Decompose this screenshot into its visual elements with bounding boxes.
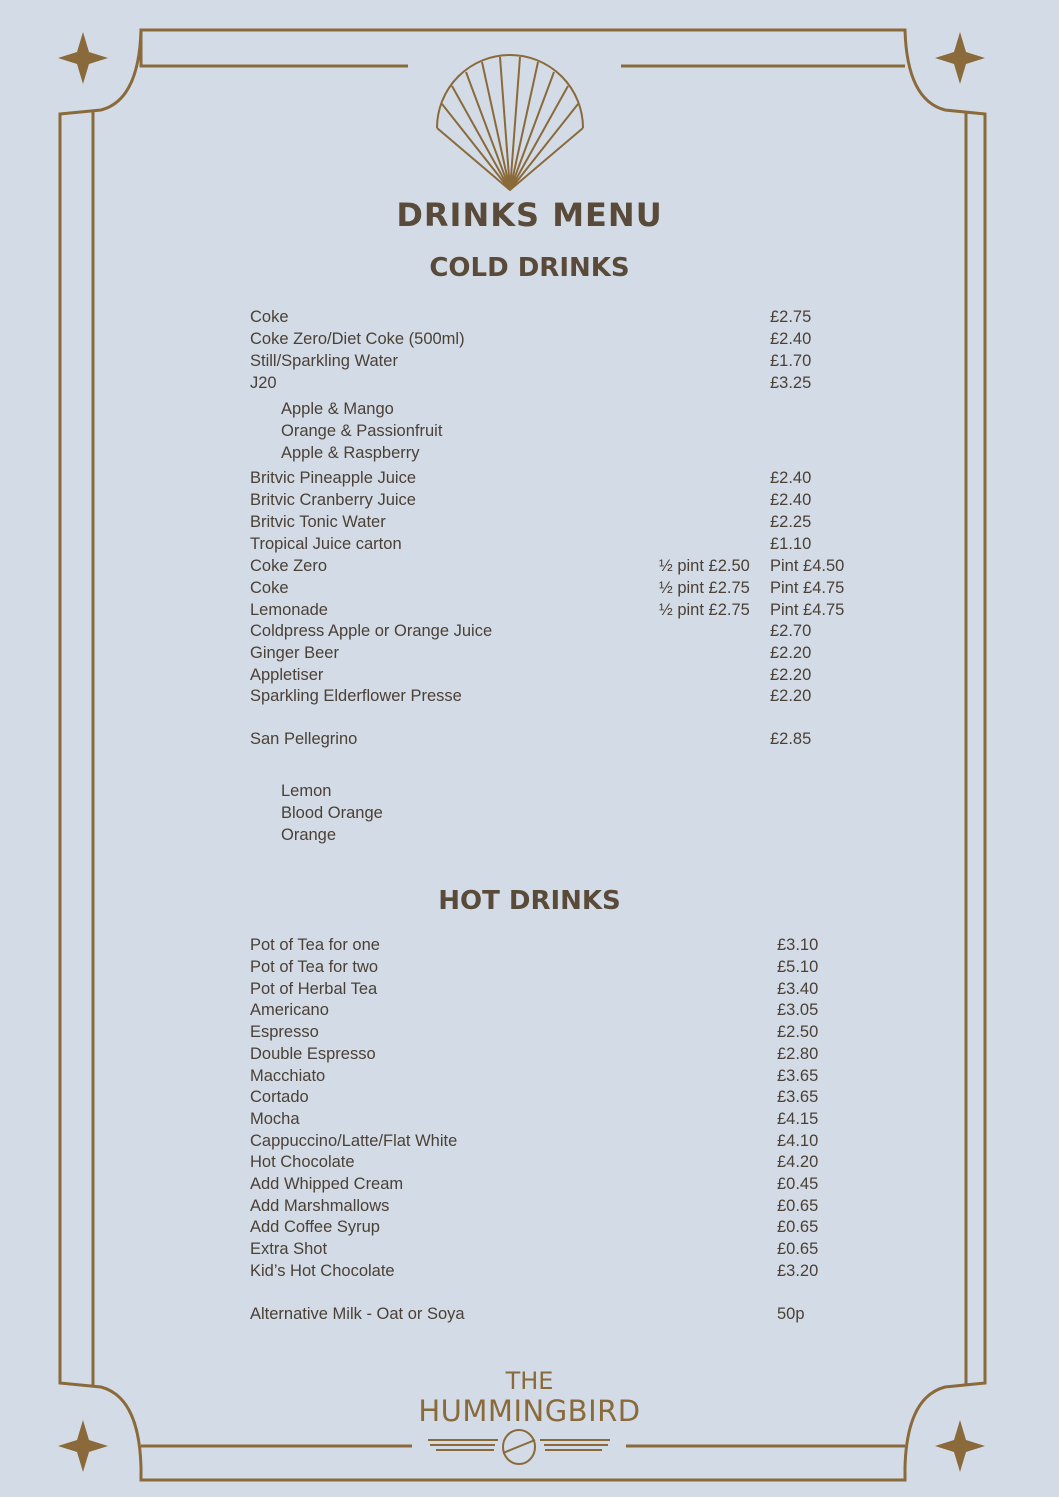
item-name: Pot of Tea for two <box>250 958 379 976</box>
menu-item <box>250 1173 870 1195</box>
item-price: £2.20 <box>770 644 812 662</box>
item-name: Hot Chocolate <box>250 1153 355 1171</box>
item-half-pint-price: ½ pint £2.75 <box>659 579 750 597</box>
item-name: Tropical Juice carton <box>250 535 402 553</box>
item-price: £3.20 <box>777 1262 819 1280</box>
item-name: J20 <box>250 374 277 392</box>
item-name: Kid’s Hot Chocolate <box>250 1262 395 1280</box>
menu-item <box>250 511 870 533</box>
item-name: Appletiser <box>250 666 324 684</box>
item-price: Pint £4.75 <box>770 601 845 619</box>
item-price: £5.10 <box>777 958 819 976</box>
item-name: Coke Zero/Diet Coke (500ml) <box>250 330 465 348</box>
menu-item <box>250 350 870 372</box>
item-variant: Orange <box>281 826 337 844</box>
item-name: Coke Zero <box>250 557 328 575</box>
menu-item <box>250 1151 870 1173</box>
item-name: San Pellegrino <box>250 730 358 748</box>
item-half-pint-price: ½ pint £2.50 <box>659 557 750 575</box>
item-price: £2.40 <box>770 330 812 348</box>
item-price: 50p <box>777 1305 805 1323</box>
item-name: Extra Shot <box>250 1240 328 1258</box>
item-variant: Lemon <box>281 782 332 800</box>
menu-sub-item <box>250 802 870 824</box>
menu-item <box>250 1086 870 1108</box>
cold-drinks-heading: COLD DRINKS <box>429 253 630 283</box>
menu-item <box>250 1238 870 1260</box>
item-price: £3.05 <box>777 1001 819 1019</box>
item-price: £2.40 <box>770 491 812 509</box>
menu-sub-item <box>250 780 870 802</box>
item-name: Espresso <box>250 1023 319 1041</box>
item-name: Britvic Pineapple Juice <box>250 469 416 487</box>
item-name: Lemonade <box>250 601 328 619</box>
menu-item <box>250 1043 870 1065</box>
item-name: Sparkling Elderflower Presse <box>250 687 462 705</box>
menu-item <box>250 372 870 394</box>
menu-item <box>250 999 870 1021</box>
item-name: Britvic Tonic Water <box>250 513 386 531</box>
menu-item <box>250 956 870 978</box>
item-name: Add Whipped Cream <box>250 1175 404 1193</box>
item-price: £0.65 <box>777 1218 819 1236</box>
item-price: £2.40 <box>770 469 812 487</box>
item-name: Mocha <box>250 1110 300 1128</box>
item-name: Americano <box>250 1001 329 1019</box>
item-name: Coke <box>250 308 289 326</box>
logo-text-hummingbird: HUMMINGBIRD <box>418 1394 641 1428</box>
item-price: £3.65 <box>777 1067 819 1085</box>
menu-item <box>250 728 870 750</box>
item-variant: Orange & Passionfruit <box>281 422 443 440</box>
item-name: Coke <box>250 579 289 597</box>
menu-item <box>250 555 870 577</box>
item-price: £2.85 <box>770 730 812 748</box>
menu-item <box>250 489 870 511</box>
menu-item <box>250 467 870 489</box>
item-name: Double Espresso <box>250 1045 376 1063</box>
item-price: £4.10 <box>777 1132 819 1150</box>
item-price: £0.65 <box>777 1197 819 1215</box>
menu-item <box>250 934 870 956</box>
item-variant: Apple & Mango <box>281 400 394 418</box>
menu-sub-item <box>250 442 870 464</box>
item-price: £3.40 <box>777 980 819 998</box>
item-price: £2.80 <box>777 1045 819 1063</box>
menu-item <box>250 1195 870 1217</box>
menu-item <box>250 664 870 686</box>
item-variant: Apple & Raspberry <box>281 444 420 462</box>
menu-sub-item <box>250 420 870 442</box>
item-name: Alternative Milk - Oat or Soya <box>250 1305 465 1323</box>
menu-item <box>250 1108 870 1130</box>
item-price: £1.70 <box>770 352 812 370</box>
item-price: £2.25 <box>770 513 812 531</box>
menu-item <box>250 978 870 1000</box>
item-price: £2.20 <box>770 687 812 705</box>
menu-item <box>250 685 870 707</box>
menu-item <box>250 1260 870 1282</box>
menu-item <box>250 1021 870 1043</box>
item-name: Coldpress Apple or Orange Juice <box>250 622 493 640</box>
item-price: £2.50 <box>777 1023 819 1041</box>
menu-sub-item <box>250 398 870 420</box>
page-title: DRINKS MENU <box>396 196 663 234</box>
menu-sub-item <box>250 824 870 846</box>
item-price: £2.75 <box>770 308 812 326</box>
menu-item <box>250 1216 870 1238</box>
hot-drinks-heading: HOT DRINKS <box>438 886 621 916</box>
item-variant: Blood Orange <box>281 804 383 822</box>
logo-text-the: THE <box>505 1367 554 1395</box>
item-name: Cortado <box>250 1088 309 1106</box>
item-price: £2.70 <box>770 622 812 640</box>
item-price: £3.25 <box>770 374 812 392</box>
menu-item <box>250 1130 870 1152</box>
menu-item <box>250 577 870 599</box>
item-price: Pint £4.50 <box>770 557 845 575</box>
item-name: Macchiato <box>250 1067 326 1085</box>
item-name: Pot of Herbal Tea <box>250 980 378 998</box>
menu-item <box>250 533 870 555</box>
menu-item <box>250 1303 870 1325</box>
item-price: £0.45 <box>777 1175 819 1193</box>
item-name: Ginger Beer <box>250 644 339 662</box>
menu-item <box>250 328 870 350</box>
item-name: Add Coffee Syrup <box>250 1218 380 1236</box>
item-price: £3.65 <box>777 1088 819 1106</box>
item-price: Pint £4.75 <box>770 579 845 597</box>
menu-item <box>250 599 870 621</box>
item-name: Britvic Cranberry Juice <box>250 491 416 509</box>
item-price: £1.10 <box>770 535 812 553</box>
item-price: £4.15 <box>777 1110 819 1128</box>
item-name: Add Marshmallows <box>250 1197 390 1215</box>
menu-item <box>250 620 870 642</box>
menu-item <box>250 642 870 664</box>
item-name: Cappuccino/Latte/Flat White <box>250 1132 458 1150</box>
item-price: £2.20 <box>770 666 812 684</box>
item-name: Still/Sparkling Water <box>250 352 398 370</box>
item-price: £0.65 <box>777 1240 819 1258</box>
item-price: £3.10 <box>777 936 819 954</box>
menu-item <box>250 1065 870 1087</box>
item-half-pint-price: ½ pint £2.75 <box>659 601 750 619</box>
item-name: Pot of Tea for one <box>250 936 380 954</box>
item-price: £4.20 <box>777 1153 819 1171</box>
menu-item <box>250 306 870 328</box>
